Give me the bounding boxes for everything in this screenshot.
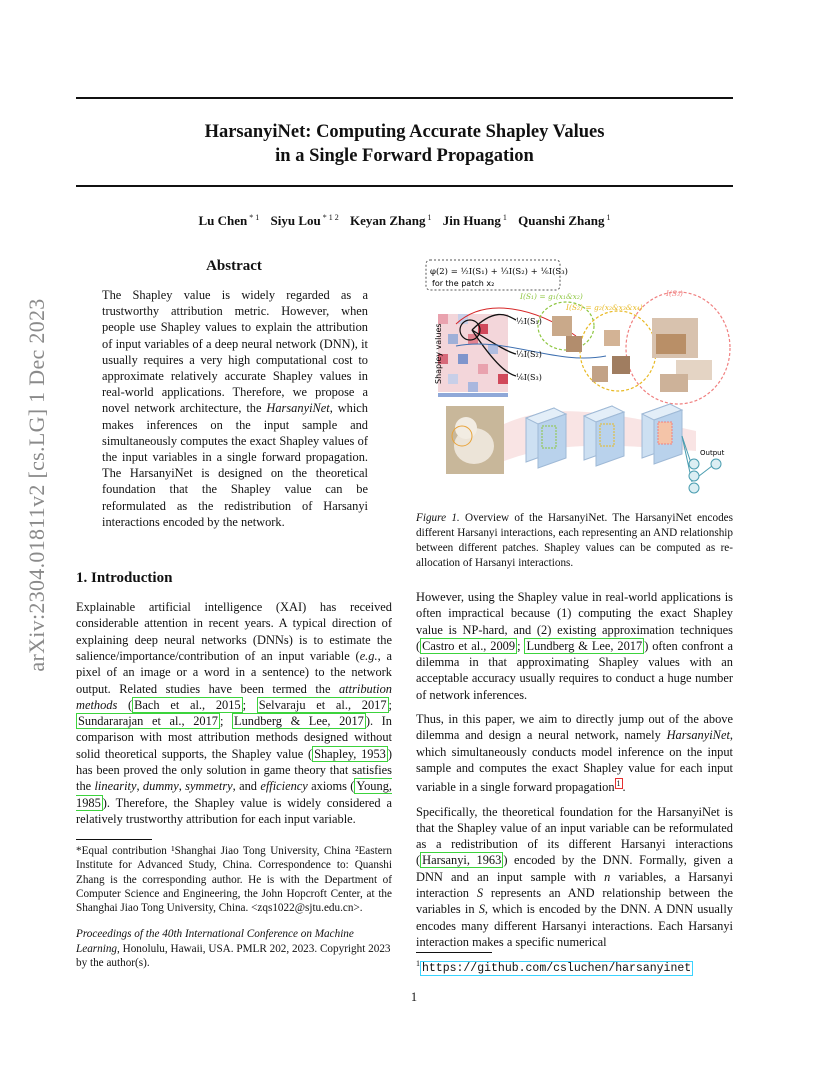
right-paragraph-1: However, using the Shapley value in real-world applications is often impractical because (1) computing the exact Shapley value is NP-hard, and (2) existing approximation techniques ( Castro et al., 2009 ; Lundberg & Lee, 2017 ) often confront a dilemma in that approximating Shapley values with an acceptable accuracy usually requires to conduct a huge number of network inferences. (416, 590, 733, 702)
shapley-heatmap (438, 314, 508, 392)
shapley-axis-label: Shapley values (434, 323, 443, 384)
citation-link[interactable]: Lundberg & Lee, 2017 (234, 714, 364, 729)
figure-1 (416, 256, 733, 501)
network-block-3 (642, 404, 682, 464)
page-number: 1 (410, 990, 418, 1004)
arxiv-sidebar (22, 290, 52, 680)
equation-s1: I(S₁) = g₁(x₁&x₂) (520, 292, 583, 301)
author: Jin Huang $^1$ (442, 213, 507, 228)
author: Lu Chen $^{* 1}$ (198, 213, 260, 228)
right-column (416, 256, 733, 950)
output-label: Output (700, 449, 725, 457)
author-list (76, 213, 733, 229)
title-top-rule (76, 97, 733, 99)
title-bottom-rule (76, 185, 733, 187)
weight-label-3: ⅙I(S₃) (516, 373, 542, 382)
figure-1-diagram (416, 256, 733, 501)
arxiv-identifier: arXiv:2304.01811v2 [cs.LG] 1 Dec 2023 (24, 298, 49, 672)
author: Keyan Zhang $^1$ (349, 213, 432, 228)
section-heading-introduction: 1. Introduction (76, 570, 173, 587)
abstract-text: The Shapley value is widely regarded as a trustworthy attribution metric. However, when people use Shapley values to explain the attribution of input variables of a deep neural network (DNN), it usually requires a very high computational cost to approximate relatively accurate Shapley values in real-world applications. Therefore, we propose a novel network architecture, the HarsanyiNet, which makes inferences on the input sample and simultaneously computes the exact Shapley values of the input variables in a single forward propagation. The HarsanyiNet is designed on the theoretical foundation that the Shapley value can be reformulated as the redistribution of Harsanyi interactions encoded by the network. (102, 288, 368, 529)
footnote-link[interactable]: 1 (616, 779, 621, 789)
weight-label-2: ⅓I(S₂) (516, 350, 542, 359)
author: Quanshi Zhang $^1$ (518, 213, 611, 228)
formula-text: φ(2) = ½I(S₁) + ⅓I(S₂) + ⅙I(S₃) (430, 267, 568, 277)
weight-label-1: ½I(S₁) (516, 317, 542, 326)
citation-link[interactable]: Castro et al., 2009 (422, 638, 516, 653)
figure-caption: Figure 1. Overview of the HarsanyiNet. The HarsanyiNet encodes different Harsanyi interactions, each representing an AND relationship between different patches. Shapley values can be computed as re-allocation of Harsanyi interactions. (416, 512, 733, 569)
network-block-2 (584, 406, 624, 466)
footnote-rule (76, 839, 152, 840)
title-line-1: HarsanyiNet: Computing Accurate Shapley Values (204, 122, 605, 142)
color-bar (438, 393, 508, 397)
citation-link[interactable]: Lundberg & Lee, 2017 (526, 638, 643, 653)
citation-link[interactable]: Shapley, 1953 (314, 746, 386, 761)
right-footnote: $^1$ https://github.com/csluchen/harsanyinet (416, 952, 733, 976)
citation-link[interactable]: Bach et al., 2015 (134, 697, 241, 712)
citation-link[interactable]: Selvaraju et al., 2017 (258, 697, 387, 712)
intro-paragraph: Explainable artificial intelligence (XAI) has received considerable attention in recent years. A typical direction of explaining deep neural networks (DNNs) is to estimate the salience/importance/contribution of an input variable (e.g., a pixel of an image or a word in a sentence) to the network output. Related studies have been termed the attribution methods ( Bach et al., 2015 ; Selvaraju et al., 2017 ; Sundararajan et al., 2017 ; Lundberg & Lee, 2017 ). In comparison with most attribution methods designed without solid theoretical supports, the Shapley value ( Shapley, 1953 ) has been proved the only solution in game theory that satisfies the linearity, dummy, symmetry, and efficiency axioms ( Young, 1985 ). Therefore, the Shapley value is widely considered a relatively trustworthy attribution for each input variable. (76, 600, 392, 826)
right-paragraph-3: Specifically, the theoretical foundation for the HarsanyiNet is that the Shapley value of an input variable can be reformulated as a redistribution of its different Harsanyi interactions ( Harsanyi, 1963 ) encoded by the DNN. Formally, given a DNN and an input sample with n variables, a Harsanyi interaction S represents an AND relationship between the variables in S, which is encoded by the DNN. A DNN usually encodes many different Harsanyi interactions. Each Harsanyi interaction makes a specific numerical (416, 804, 733, 949)
paper-title (76, 120, 733, 168)
cat-head (455, 417, 477, 439)
right-paragraph-2: Thus, in this paper, we aim to directly jump out of the above dilemma and design a neural network, namely HarsanyiNet, which simultaneously conducts model inference on the input sample and computes the exact Shapley value for each input variable in a single forward propagation $^1$ . (416, 712, 733, 795)
interaction-s2-ellipse (580, 311, 656, 391)
network-block-1 (526, 408, 566, 468)
citation-link[interactable]: Young, 1985 (76, 779, 392, 810)
left-column (76, 258, 392, 971)
github-link[interactable]: https://github.com/csluchen/harsanyinet (422, 961, 692, 975)
equation-s2: I(S₂) = g₂(x₂&x₃&x₄) (566, 303, 643, 312)
proceedings-note: Proceedings of the 40th International Conference on Machine Learning, Honolulu, Hawaii, USA. PMLR 202, 2023. Copyright 2023 by the author(s). (76, 928, 391, 970)
equation-s3: I(S₃) (666, 289, 683, 298)
title-line-2: in a Single Forward Propagation (275, 146, 534, 166)
citation-link[interactable]: Harsanyi, 1963 (422, 853, 502, 868)
author: Siyu Lou $^{* 1 2}$ (270, 213, 339, 228)
image-patches (552, 316, 712, 392)
patch-label: for the patch x₂ (432, 279, 495, 288)
citation-link[interactable]: Sundararajan et al., 2017 (78, 714, 218, 729)
abstract-heading: Abstract (206, 258, 262, 274)
footnote-rule (416, 952, 492, 953)
affiliation-footnote: *Equal contribution ¹Shanghai Jiao Tong University, China ²Eastern Institute for Advanced Study, China. Correspondence to: Quanshi Zhang is the corresponding author. He is with the Department of Computer Science and Engineering, the John Hopcroft Center, at the Shanghai Jiao Tong University, China. <zqs1022@sjtu.edu.cn>. (76, 845, 392, 915)
